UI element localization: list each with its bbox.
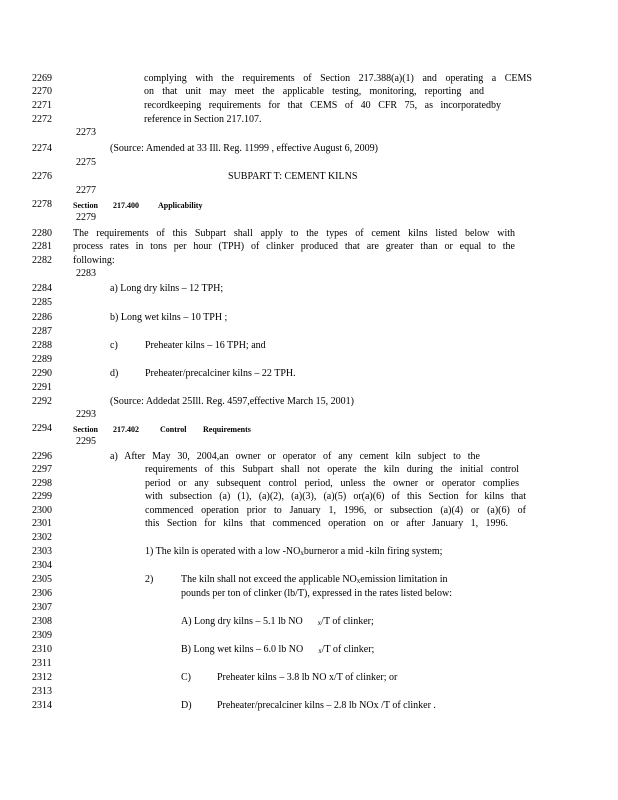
text-line: on that unit may meet the applicable testing, monitoring, reporting and	[144, 86, 484, 97]
line-number: 2300	[32, 505, 52, 516]
section-number: 217.402	[113, 425, 139, 434]
line-number: 2308	[32, 616, 52, 627]
section-title: Control	[160, 425, 187, 434]
list-item: b) Long wet kilns – 10 TPH ;	[110, 312, 228, 323]
list-item	[181, 574, 448, 587]
line-number: 2272	[32, 114, 52, 125]
line-number: 2295	[76, 436, 96, 447]
line-number: 2301	[32, 518, 52, 529]
text-line: complying with the requirements of Section 217.388(a)(1) and operating a CEMS	[144, 73, 532, 84]
list-label: D)	[181, 700, 192, 711]
line-number: 2271	[32, 100, 52, 111]
list-label: d)	[110, 368, 119, 379]
list-item-text: Preheater kilns – 3.8 lb NO	[217, 672, 327, 683]
subpart-heading: SUBPART T: CEMENT KILNS	[228, 171, 358, 182]
list-item-text: The kiln shall not exceed the applicable NO	[181, 574, 357, 585]
line-number: 2314	[32, 700, 52, 711]
line-number: 2292	[32, 396, 52, 407]
text-line: pounds per ton of clinker (lb/T), expressed in the rates listed below:	[181, 588, 453, 599]
list-item	[217, 672, 397, 684]
text-line: period or any subsequent control period, unless the owner or operator complies	[145, 478, 519, 489]
line-number: 2294	[32, 423, 52, 434]
line-number: 2273	[76, 127, 96, 138]
text-line: a) After May 30, 2004,an owner or operator of any cement kiln subject to the	[110, 451, 480, 462]
section-title: Requirements	[203, 425, 251, 434]
text-line: following:	[73, 255, 115, 266]
line-number: 2303	[32, 546, 52, 557]
section-number: 217.400	[113, 201, 139, 210]
text-line: reference in Section 217.107.	[144, 114, 262, 125]
line-number: 2313	[32, 686, 52, 697]
line-number: 2274	[32, 143, 52, 154]
line-number: 2288	[32, 340, 52, 351]
list-item: a) Long dry kilns – 12 TPH;	[110, 283, 224, 294]
line-number: 2279	[76, 212, 96, 223]
line-number: 2297	[32, 464, 52, 475]
text-line: The requirements of this Subpart shall apply to the types of cement kilns listed below with	[73, 228, 515, 239]
section-label: Section	[73, 201, 98, 210]
line-number: 2310	[32, 644, 52, 655]
list-item-text: B) Long wet kilns – 6.0 lb NO	[181, 644, 304, 655]
list-label: c)	[110, 340, 118, 351]
section-label: Section	[73, 425, 98, 434]
line-number: 2291	[32, 382, 52, 393]
section-title: Applicability	[158, 201, 203, 210]
list-item-text: emission limitation in	[360, 574, 448, 585]
text-line: process rates in tons per hour (TPH) of clinker produced that are greater than or equal to the	[73, 241, 515, 252]
line-number: 2282	[32, 255, 52, 266]
text-line: this Section for kilns that commenced operation on or after January 1, 1996.	[145, 518, 508, 529]
list-item-text: /T of clinker;	[321, 616, 374, 627]
line-number: 2276	[32, 171, 52, 182]
line-number: 2270	[32, 86, 52, 97]
line-number: 2307	[32, 602, 52, 613]
line-number: 2287	[32, 326, 52, 337]
line-number: 2290	[32, 368, 52, 379]
list-item-text: x/T of clinker; or	[328, 672, 398, 683]
line-number: 2293	[76, 409, 96, 420]
line-number: 2302	[32, 532, 52, 543]
line-number: 2312	[32, 672, 52, 683]
line-number: 2269	[32, 73, 52, 84]
subscript: x	[317, 619, 322, 627]
subscript: x	[300, 549, 304, 557]
list-item: Preheater/precalciner kilns – 22 TPH.	[145, 368, 296, 379]
subscript: x	[356, 577, 361, 585]
line-number: 2281	[32, 241, 52, 252]
list-item-text: burneror a mid -kiln firing system;	[303, 546, 443, 557]
line-number: 2278	[32, 199, 52, 210]
line-number: 2311	[32, 658, 52, 669]
line-number: 2304	[32, 560, 52, 571]
line-number: 2284	[32, 283, 52, 294]
list-item-text: /T of clinker;	[321, 644, 375, 655]
list-item: Preheater kilns – 16 TPH; and	[145, 340, 266, 351]
source-note: (Source: Addedat 25Ill. Reg. 4597,effective March 15, 2001)	[110, 396, 354, 407]
line-number: 2280	[32, 228, 52, 239]
line-number: 2286	[32, 312, 52, 323]
list-label: 2)	[145, 574, 154, 585]
line-number: 2296	[32, 451, 52, 462]
line-number: 2299	[32, 491, 52, 502]
line-number: 2305	[32, 574, 52, 585]
list-item-text: 1) The kiln is operated with a low -NO	[145, 546, 301, 557]
list-label: C)	[181, 672, 191, 683]
line-number: 2275	[76, 157, 96, 168]
list-item	[145, 546, 442, 559]
text-line: commenced operation prior to January 1, 1996, or subsection (a)(4) or (a)(6) of	[145, 505, 526, 516]
line-number: 2289	[32, 354, 52, 365]
text-line: recordkeeping requirements for that CEMS of 40 CFR 75, as incorporatedby	[144, 100, 501, 111]
subscript: x	[318, 647, 322, 655]
text-line: requirements of this Subpart shall not operate the kiln during the initial control	[145, 464, 519, 475]
list-item	[181, 644, 374, 657]
line-number: 2298	[32, 478, 52, 489]
line-number: 2309	[32, 630, 52, 641]
line-number: 2306	[32, 588, 52, 599]
text-line: with subsection (a) (1), (a)(2), (a)(3), (a)(5) or(a)(6) of this Section for kilns that	[145, 491, 526, 502]
line-number: 2283	[76, 268, 96, 279]
list-item-text: A) Long dry kilns – 5.1 lb NO	[181, 616, 303, 627]
source-note: (Source: Amended at 33 Ill. Reg. 11999 , effective August 6, 2009)	[110, 143, 379, 154]
line-number: 2277	[76, 185, 96, 196]
list-item: Preheater/precalciner kilns – 2.8 lb NOx /T of clinker .	[217, 700, 436, 711]
list-item	[181, 616, 374, 629]
line-number: 2285	[32, 297, 52, 308]
